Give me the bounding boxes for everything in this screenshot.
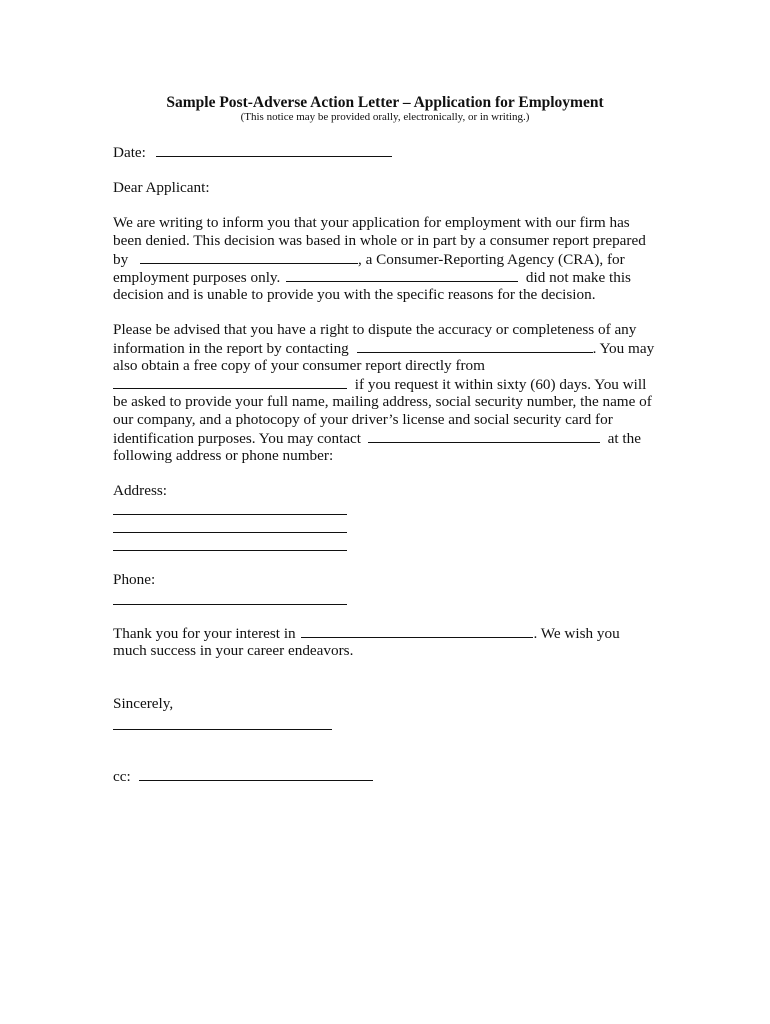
cc-row xyxy=(113,767,373,786)
paragraph1-line3 xyxy=(113,250,625,269)
paragraph1-line3-suffix: , a Consumer-Reporting Agency (CRA), for xyxy=(357,251,625,268)
paragraph1-line4 xyxy=(113,268,631,287)
date-row xyxy=(113,143,392,162)
paragraph2-line8: following address or phone number: xyxy=(113,447,334,464)
paragraph2-line2 xyxy=(113,339,654,358)
signoff: Sincerely, xyxy=(113,695,174,712)
address-label: Address: xyxy=(113,482,167,499)
company-name-blank[interactable] xyxy=(301,624,533,638)
document-subtitle: (This notice may be provided orally, electronically, or in writing.) xyxy=(240,111,530,123)
free-copy-source-blank[interactable] xyxy=(113,375,347,389)
address-line-1[interactable] xyxy=(113,514,347,515)
cc-label: cc: xyxy=(113,768,131,785)
paragraph2-line3: also obtain a free copy of your consumer report directly from xyxy=(113,357,485,374)
contact-cra-blank[interactable] xyxy=(357,339,593,353)
paragraph1-line5: decision and is unable to provide you with the specific reasons for the decision. xyxy=(113,286,596,303)
cra-name-blank[interactable] xyxy=(140,250,358,264)
cra-name-blank-2[interactable] xyxy=(286,268,518,282)
paragraph2-line5: be asked to provide your full name, mailing address, social security number, the name of xyxy=(113,393,652,410)
date-blank[interactable] xyxy=(156,143,392,157)
signature-line[interactable] xyxy=(113,729,332,730)
cc-blank[interactable] xyxy=(139,767,373,781)
paragraph2-line4 xyxy=(113,375,646,394)
paragraph2-line7-suffix: at the xyxy=(607,430,641,447)
document-title: Sample Post-Adverse Action Letter – Application for Employment xyxy=(166,94,604,111)
phone-label: Phone: xyxy=(113,571,156,588)
closing-line1-prefix: Thank you for your interest in xyxy=(113,625,296,642)
salutation: Dear Applicant: xyxy=(113,179,210,196)
paragraph2-line7-prefix: identification purposes. You may contact xyxy=(113,430,362,447)
paragraph2-line4-suffix: if you request it within sixty (60) days. You will xyxy=(354,376,647,393)
paragraph1-line4-prefix: employment purposes only. xyxy=(113,269,281,286)
closing-line2: much success in your career endeavors. xyxy=(113,642,354,659)
phone-line[interactable] xyxy=(113,604,347,605)
address-line-3[interactable] xyxy=(113,550,347,551)
paragraph1-line2: been denied. This decision was based in whole or in part by a consumer report prepared xyxy=(113,232,646,249)
closing-line1 xyxy=(113,624,620,643)
address-line-2[interactable] xyxy=(113,532,347,533)
date-label: Date: xyxy=(113,144,146,161)
paragraph1-line1: We are writing to inform you that your application for employment with our firm has xyxy=(113,214,630,231)
paragraph2-line6: our company, and a photocopy of your driver’s license and social security card for xyxy=(113,411,613,428)
contact-name-blank[interactable] xyxy=(368,429,600,443)
paragraph1-line3-prefix: by xyxy=(113,251,129,268)
paragraph2-line2-suffix: . You may xyxy=(592,340,655,357)
closing-line1-suffix: . We wish you xyxy=(533,625,620,642)
paragraph2-line2-prefix: information in the report by contacting xyxy=(113,340,349,357)
paragraph1-line4-suffix: did not make this xyxy=(525,269,631,286)
paragraph2-line7 xyxy=(113,429,641,448)
paragraph2-line1: Please be advised that you have a right to dispute the accuracy or completeness of any xyxy=(113,321,637,338)
